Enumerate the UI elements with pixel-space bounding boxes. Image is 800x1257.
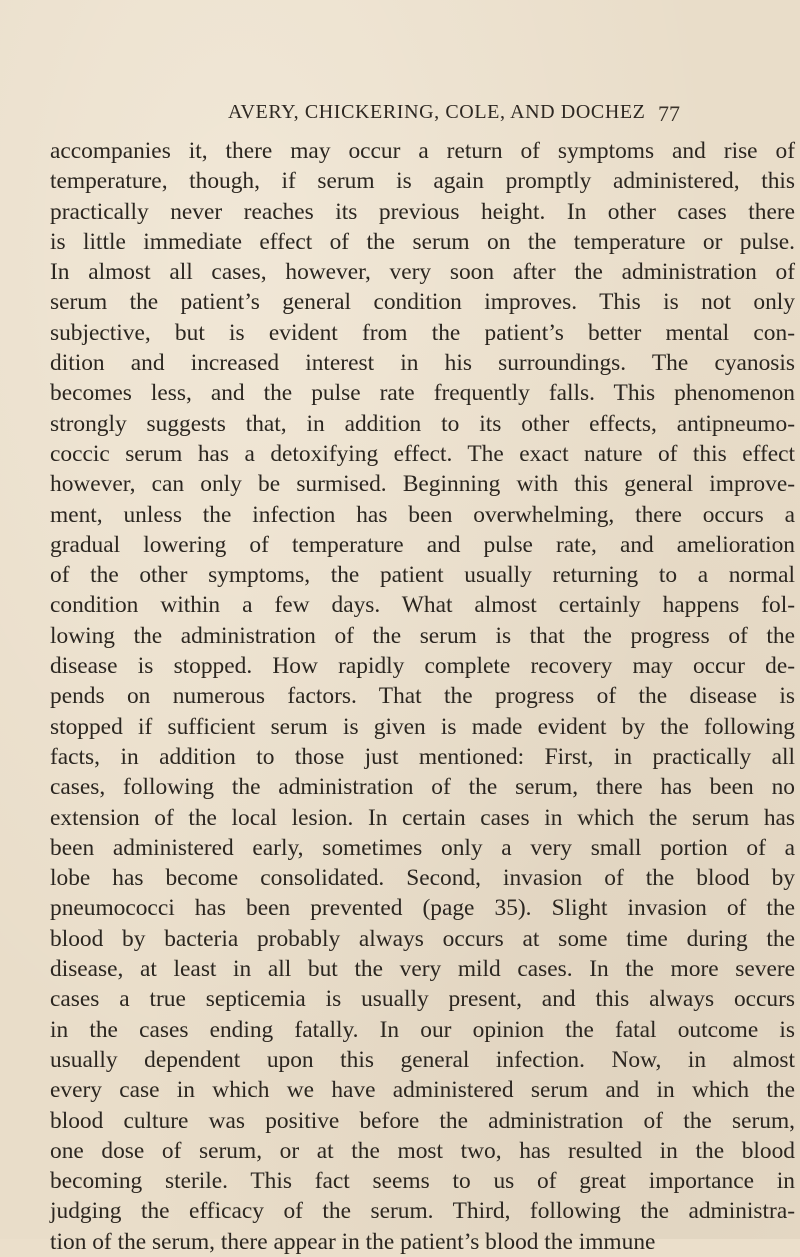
text-line: however, can only be surmised. Beginning with this general improve- bbox=[50, 471, 795, 498]
text-line: disease, at least in all but the very mild cases. In the more severe bbox=[50, 956, 795, 983]
text-line: cases, following the administration of the serum, there has been no bbox=[50, 774, 795, 801]
text-line: of the other symptoms, the patient usually returning to a normal bbox=[50, 562, 795, 589]
text-line: condition within a few days. What almost certainly happens fol- bbox=[50, 592, 795, 619]
text-line: lobe has become consolidated. Second, invasion of the blood by bbox=[50, 865, 795, 892]
text-line: subjective, but is evident from the patient’s better mental con- bbox=[50, 319, 795, 346]
text-line: In almost all cases, however, very soon after the administration of bbox=[50, 259, 795, 286]
text-line: usually dependent upon this general infection. Now, in almost bbox=[50, 1046, 795, 1073]
body-paragraph bbox=[50, 136, 795, 1257]
text-line: blood culture was positive before the administration of the serum, bbox=[50, 1107, 795, 1134]
text-line: judging the efficacy of the serum. Third, following the administra- bbox=[50, 1198, 795, 1225]
page-number: 77 bbox=[658, 101, 680, 126]
text-line: extension of the local lesion. In certain cases in which the serum has bbox=[50, 804, 795, 831]
text-line: cases a true septicemia is usually present, and this always occurs bbox=[50, 986, 795, 1013]
text-line: been administered early, sometimes only a very small portion of a bbox=[50, 834, 795, 861]
text-line: facts, in addition to those just mentioned: First, in practically all bbox=[50, 743, 795, 770]
text-line: pneumococci has been prevented (page 35). Slight invasion of the bbox=[50, 895, 795, 922]
running-title: AVERY, CHICKERING, COLE, AND DOCHEZ bbox=[228, 101, 646, 123]
text-line: one dose of serum, or at the most two, has resulted in the blood bbox=[50, 1137, 795, 1164]
text-line: tion of the serum, there appear in the patient’s blood the immune bbox=[50, 1228, 656, 1255]
text-line: strongly suggests that, in addition to its other effects, antipneumo- bbox=[50, 410, 795, 437]
text-line: is little immediate effect of the serum on the temperature or pulse. bbox=[50, 228, 795, 255]
text-line: ment, unless the infection has been overwhelming, there occurs a bbox=[50, 501, 795, 528]
text-line: every case in which we have administered serum and in which the bbox=[50, 1077, 795, 1104]
text-line: in the cases ending fatally. In our opinion the fatal outcome is bbox=[50, 1016, 795, 1043]
text-line: gradual lowering of temperature and pulse rate, and amelioration bbox=[50, 531, 795, 558]
text-line: pends on numerous factors. That the progress of the disease is bbox=[50, 683, 795, 710]
text-line: coccic serum has a detoxifying effect. The exact nature of this effect bbox=[50, 440, 795, 467]
text-line: stopped if sufficient serum is given is made evident by the following bbox=[50, 713, 795, 740]
text-line: dition and increased interest in his surroundings. The cyanosis bbox=[50, 350, 795, 377]
text-line: lowing the administration of the serum is that the progress of the bbox=[50, 622, 795, 649]
text-line: becomes less, and the pulse rate frequently falls. This phenomenon bbox=[50, 380, 795, 407]
text-line: temperature, though, if serum is again promptly administered, this bbox=[50, 168, 795, 195]
text-line: blood by bacteria probably always occurs at some time during the bbox=[50, 925, 795, 952]
text-line: practically never reaches its previous height. In other cases there bbox=[50, 198, 795, 225]
text-line: disease is stopped. How rapidly complete recovery may occur de- bbox=[50, 653, 795, 680]
running-header bbox=[0, 101, 800, 131]
text-line: serum the patient’s general condition improves. This is not only bbox=[50, 289, 795, 316]
text-line: accompanies it, there may occur a return of symptoms and rise of bbox=[50, 138, 795, 164]
text-line: becoming sterile. This fact seems to us of great importance in bbox=[50, 1168, 795, 1195]
